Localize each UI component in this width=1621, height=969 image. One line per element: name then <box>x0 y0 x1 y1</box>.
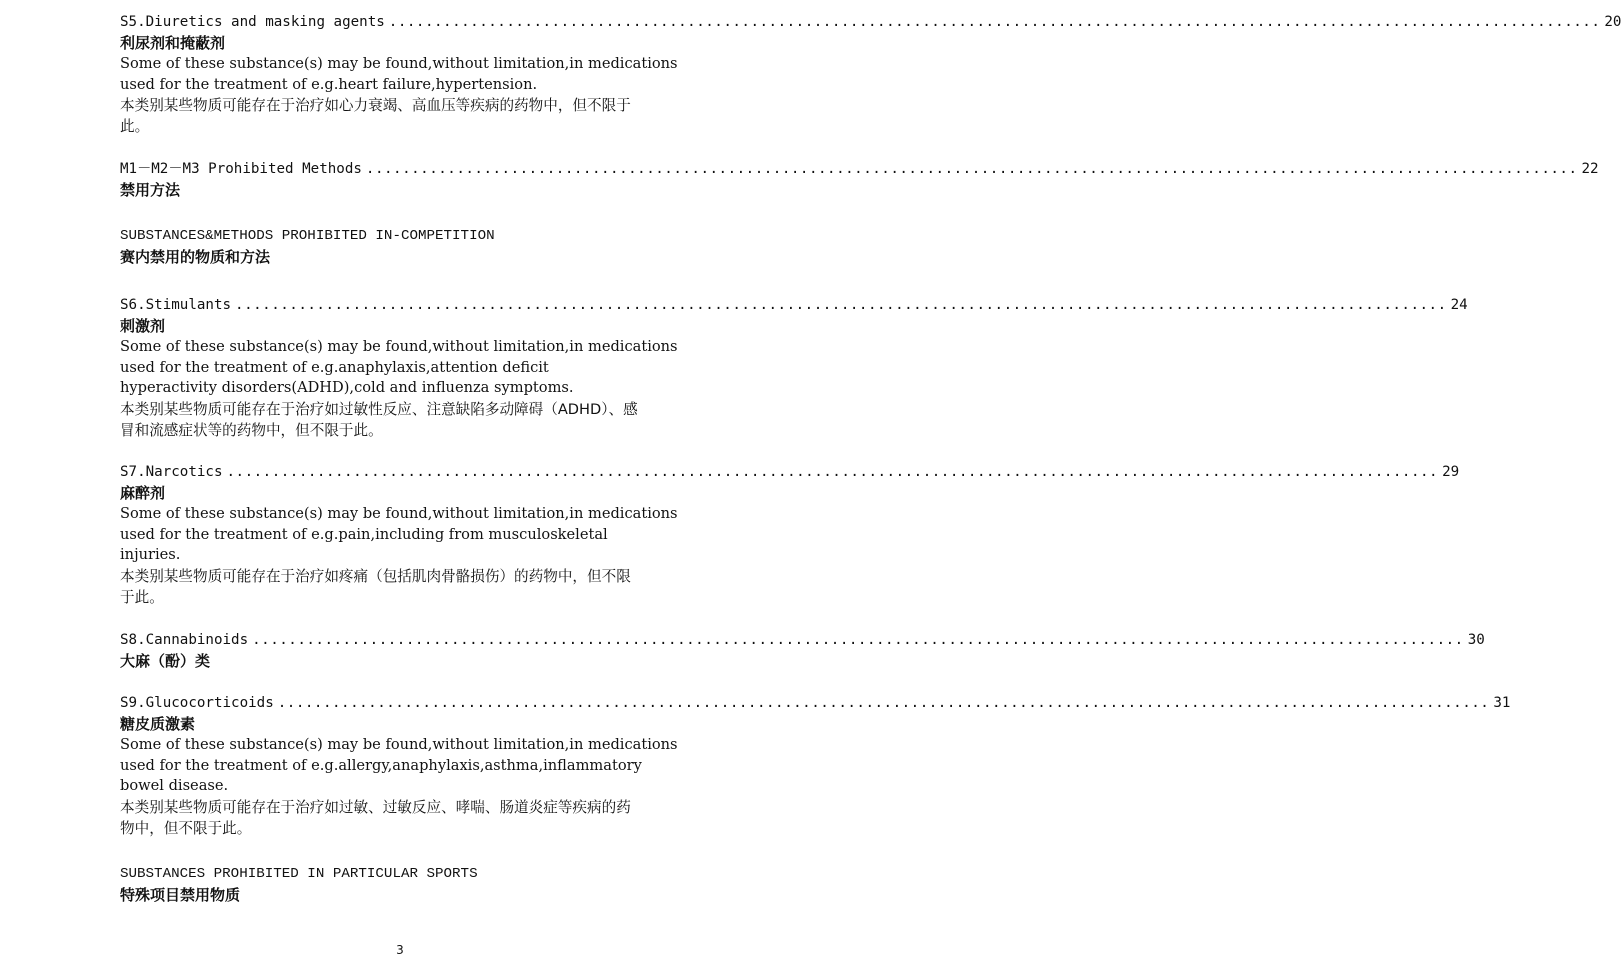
toc-entry-title: S5.Diuretics and masking agents <box>120 14 385 30</box>
toc-line[interactable] <box>120 630 1485 650</box>
toc-entry-s5 <box>120 12 1621 137</box>
toc-entry-cn-title: 糖皮质激素 <box>120 715 196 733</box>
toc-line[interactable] <box>120 693 1511 713</box>
entry-description-cn: 本类别某些物质可能存在于治疗如疼痛（包括肌肉骨骼损伤）的药物中，但不限 于此。 <box>120 568 631 607</box>
toc-page-number: 22 <box>1581 161 1599 177</box>
toc-entry-title: S8.Cannabinoids <box>120 632 249 648</box>
toc-leader-dots: ...................................................................................................................................... <box>235 297 1447 313</box>
toc-page-number: 20 <box>1604 14 1621 30</box>
section-heading-cn: 特殊项目禁用物质 <box>120 886 241 904</box>
toc-entry-cn-title: 刺激剂 <box>120 317 166 335</box>
toc-line[interactable] <box>120 12 1621 32</box>
toc-entry-s7 <box>120 462 1460 608</box>
page-number: 3 <box>396 943 404 957</box>
toc-page-number: 31 <box>1493 695 1511 711</box>
toc-leader-dots: ...................................................................................................................................... <box>365 161 1578 177</box>
toc-entry-cn-title: 利尿剂和掩蔽剂 <box>120 34 226 52</box>
toc-entry-cn-title: 大麻（酚）类 <box>120 652 211 670</box>
toc-entry-cn-title: 麻醉剂 <box>120 484 166 502</box>
toc-entry-s8 <box>120 630 1485 672</box>
entry-description-en: Some of these substance(s) may be found,without limitation,in medications used for the treatment of e.g.pain,including from musculoskeletal injuries. <box>120 505 678 564</box>
toc-entry-s6 <box>120 295 1468 441</box>
toc-line[interactable] <box>120 462 1460 482</box>
entry-description-en: Some of these substance(s) may be found,without limitation,in medications used for the treatment of e.g.allergy,anaphylaxis,asthma,inflammatory bowel disease. <box>120 736 678 795</box>
toc-entry-title: S7.Narcotics <box>120 464 223 480</box>
entry-description-en: Some of these substance(s) may be found,without limitation,in medications used for the treatment of e.g.heart failure,hypertension. <box>120 55 678 93</box>
toc-entry-m1-m3 <box>120 159 1599 201</box>
toc-entry-title: S9.Glucocorticoids <box>120 695 274 711</box>
toc-page-number: 24 <box>1450 297 1468 313</box>
entry-description-en: Some of these substance(s) may be found,without limitation,in medications used for the treatment of e.g.anaphylaxis,attention deficit hyperactivity disorders(ADHD),cold and influenza symptoms. <box>120 338 678 397</box>
section-heading-en: SUBSTANCES&METHODS PROHIBITED IN-COMPETITION <box>120 228 495 244</box>
toc-entry-title: M1－M2－M3 Prohibited Methods <box>120 161 362 177</box>
toc-leader-dots: ...................................................................................................................................... <box>388 14 1601 30</box>
section-heading-particular-sports <box>120 864 680 906</box>
entry-description-cn: 本类别某些物质可能存在于治疗如过敏性反应、注意缺陷多动障碍（ADHD）、感 冒和流感症状等的药物中，但不限于此。 <box>120 401 638 440</box>
section-heading-in-competition <box>120 226 680 268</box>
entry-description-cn: 本类别某些物质可能存在于治疗如过敏、过敏反应、哮喘、肠道炎症等疾病的药 物中，但不限于此。 <box>120 799 631 838</box>
toc-entry-title: S6.Stimulants <box>120 297 232 313</box>
entry-description-cn: 本类别某些物质可能存在于治疗如心力衰竭、高血压等疾病的药物中，但不限于 此。 <box>120 97 631 136</box>
toc-line[interactable] <box>120 295 1468 315</box>
toc-entry-cn-title: 禁用方法 <box>120 181 181 199</box>
section-heading-cn: 赛内禁用的物质和方法 <box>120 248 271 266</box>
toc-line[interactable] <box>120 159 1599 179</box>
toc-leader-dots: ...................................................................................................................................... <box>252 632 1464 648</box>
toc-page-number: 30 <box>1467 632 1485 648</box>
toc-entry-s9 <box>120 693 1511 839</box>
toc-page-number: 29 <box>1442 464 1460 480</box>
section-heading-en: SUBSTANCES PROHIBITED IN PARTICULAR SPORTS <box>120 866 478 882</box>
toc-leader-dots: ...................................................................................................................................... <box>277 695 1490 711</box>
toc-leader-dots: ...................................................................................................................................... <box>226 464 1439 480</box>
